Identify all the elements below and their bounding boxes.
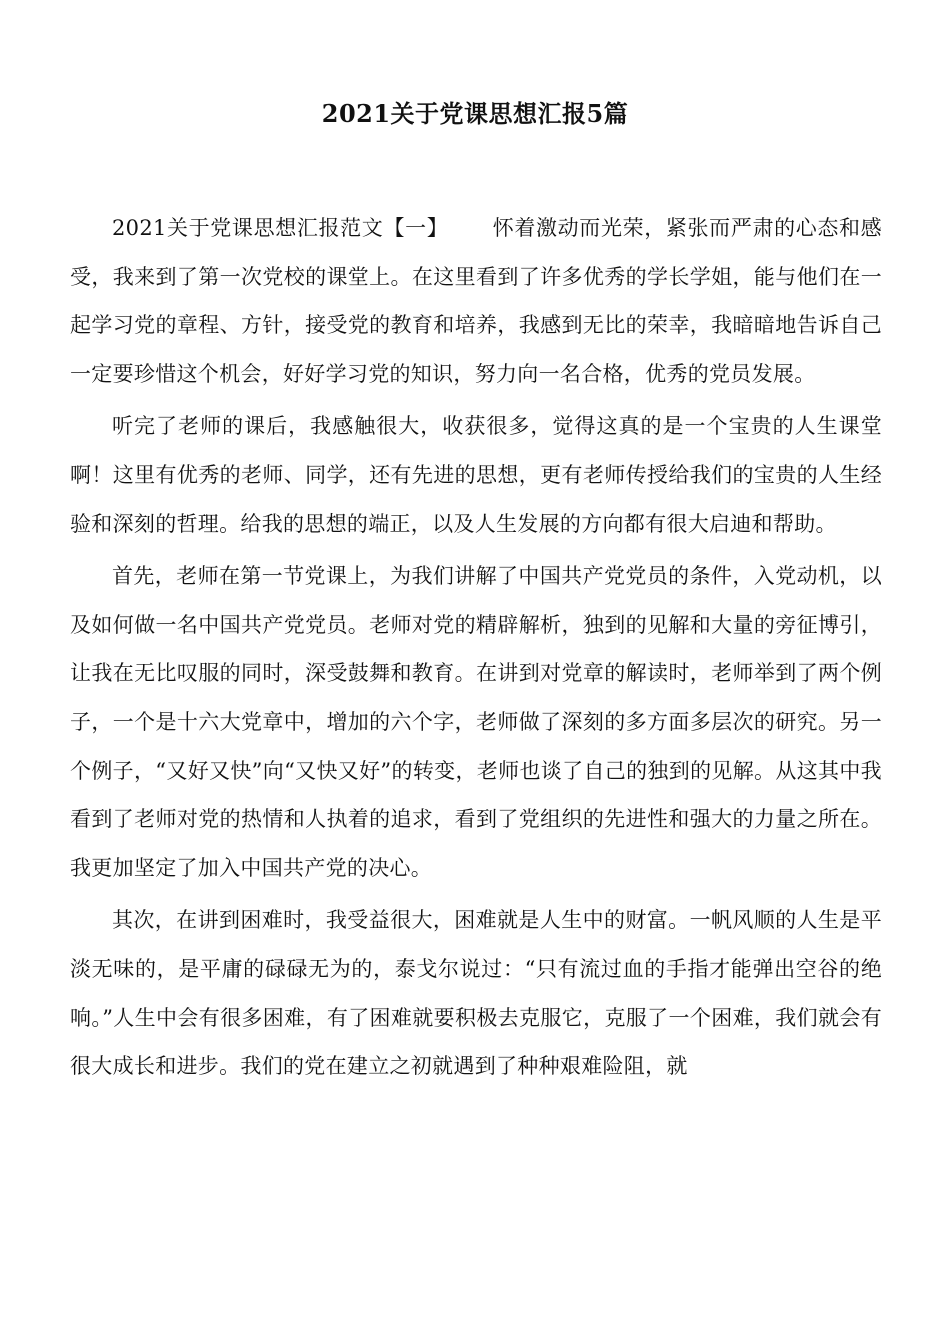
paragraph-3: 首先，老师在第一节党课上，为我们讲解了中国共产党党员的条件，入党动机，以及如何做一名中国共产党党员。老师对党的精辟解析，独到的见解和大量的旁征博引，让我在无比叹服的同时，深受鼓舞和教育。在讲到对党章的解读时，老师举到了两个例子，一个是十六大党章中，增加的六个字，老师做了深刻的多方面多层次的研究。另一个例子，“又好又快”向“又快又好”的转变，老师也谈了自己的独到的见解。从这其中我看到了老师对党的热情和人执着的追求，看到了党组织的先进性和强大的力量之所在。我更加坚定了加入中国共产党的决心。 — [70, 564, 882, 880]
paragraph-2: 听完了老师的课后，我感触很大，收获很多，觉得这真的是一个宝贵的人生课堂啊！这里有优秀的老师、同学，还有先进的思想，更有老师传授给我们的宝贵的人生经验和深刻的哲理。给我的思想的端正，以及人生发展的方向都有很大启迪和帮助。 — [70, 414, 882, 536]
paragraph-4: 其次，在讲到困难时，我受益很大，困难就是人生中的财富。一帆风顺的人生是平淡无味的，是平庸的碌碌无为的，泰戈尔说过：“只有流过血的手指才能弹出空谷的绝响。”人生中会有很多困难，有了困难就要积极去克服它，克服了一个困难，我们就会有很大成长和进步。我们的党在建立之初就遇到了种种艰难险阻，就 — [70, 908, 882, 1079]
paragraph-1-text: 怀着激动而光荣，紧张而严肃的心态和感受，我来到了第一次党校的课堂上。在这里看到了许多优秀的学长学姐，能与他们在一起学习党的章程、方针，接受党的教育和培养，我感到无比的荣幸，我暗暗地告诉自己一定要珍惜这个机会，好好学习党的知识，努力向一名合格，优秀的党员发展。 — [70, 216, 882, 386]
document-title: 2021关于党课思想汇报5篇 — [321, 99, 629, 128]
document-body — [70, 204, 882, 1091]
section-heading: 2021关于党课思想汇报范文【一】 — [112, 216, 449, 240]
paragraph-1 — [70, 204, 882, 398]
